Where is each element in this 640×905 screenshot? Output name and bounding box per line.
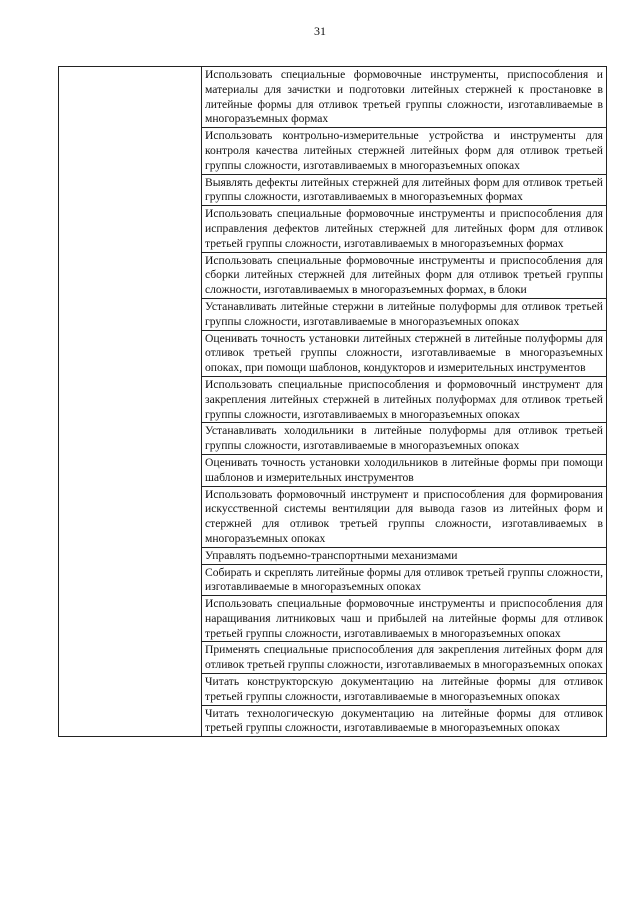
skill-cell: Использовать специальные формовочные инструменты и приспособления для сборки литейных стержней для литейных форм для отливок третьей группы сложности, изготавливаемых в многоразъемных формах, в блоки [202,252,607,298]
skill-cell: Использовать контрольно-измерительные устройства и инструменты для контроля качества литейных стержней литейных форм для отливок третьей группы сложности, изготавливаемых в многоразъемных опоках [202,128,607,174]
skill-cell: Собирать и скреплять литейные формы для отливок третьей группы сложности, изготавливаемые в многоразъемных опоках [202,564,607,596]
skill-cell: Оценивать точность установки литейных стержней в литейные полуформы для отливок третьей группы сложности, изготавливаемые в многоразъемных опоках, при помощи шаблонов, кондукторов и измерительных инструментов [202,330,607,376]
skill-cell: Устанавливать холодильники в литейные полуформы для отливок третьей группы сложности, изготавливаемые в многоразъемных опоках [202,423,607,455]
skill-cell: Использовать формовочный инструмент и приспособления для формирования искусственной системы вентиляции для вывода газов из литейных форм и стержней для отливок третьей группы сложности, изготавливаемых в многоразъемных опоках [202,486,607,547]
skill-cell: Использовать специальные приспособления и формовочный инструмент для закрепления литейных стержней в литейных полуформах для отливок третьей группы сложности, изготавливаемых в многоразъемных опоках [202,376,607,422]
skill-cell: Устанавливать литейные стержни в литейные полуформы для отливок третьей группы сложности, изготавливаемые в многоразъемных опоках [202,298,607,330]
table-row [59,67,607,128]
skill-cell: Использовать специальные формовочные инструменты, приспособления и материалы для зачистки и подготовки литейных стержней к простановке в литейные формы для отливок третьей группы сложности, изготавливаемые в многоразъемных формах [202,67,607,128]
left-column-cell [59,67,202,737]
skills-table [58,66,607,737]
skill-cell: Читать конструкторскую документацию на литейные формы для отливок третьей группы сложности, изготавливаемые в многоразъемных опоках [202,674,607,706]
skill-cell: Выявлять дефекты литейных стержней для литейных форм для отливок третьей группы сложности, изготавливаемых в многоразъемных формах [202,174,607,206]
skill-cell: Оценивать точность установки холодильников в литейные формы при помощи шаблонов и измерительных инструментов [202,454,607,486]
page-number: 31 [314,24,326,38]
skill-cell: Управлять подъемно-транспортными механизмами [202,547,607,564]
skill-cell: Читать технологическую документацию на литейные формы для отливок третьей группы сложности, изготавливаемые в многоразъемных опоках [202,705,607,737]
skill-cell: Использовать специальные формовочные инструменты и приспособления для наращивания литниковых чаш и прибылей на литейные формы для отливок третьей группы сложности, изготавливаемых в многоразъемных опоках [202,596,607,642]
skill-cell: Использовать специальные формовочные инструменты и приспособления для исправления дефектов литейных стержней для литейных форм для отливок третьей группы сложности, изготавливаемых в многоразъемных формах [202,206,607,252]
skill-cell: Применять специальные приспособления для закрепления литейных форм для отливок третьей группы сложности, изготавливаемых в многоразъемных опоках [202,642,607,674]
